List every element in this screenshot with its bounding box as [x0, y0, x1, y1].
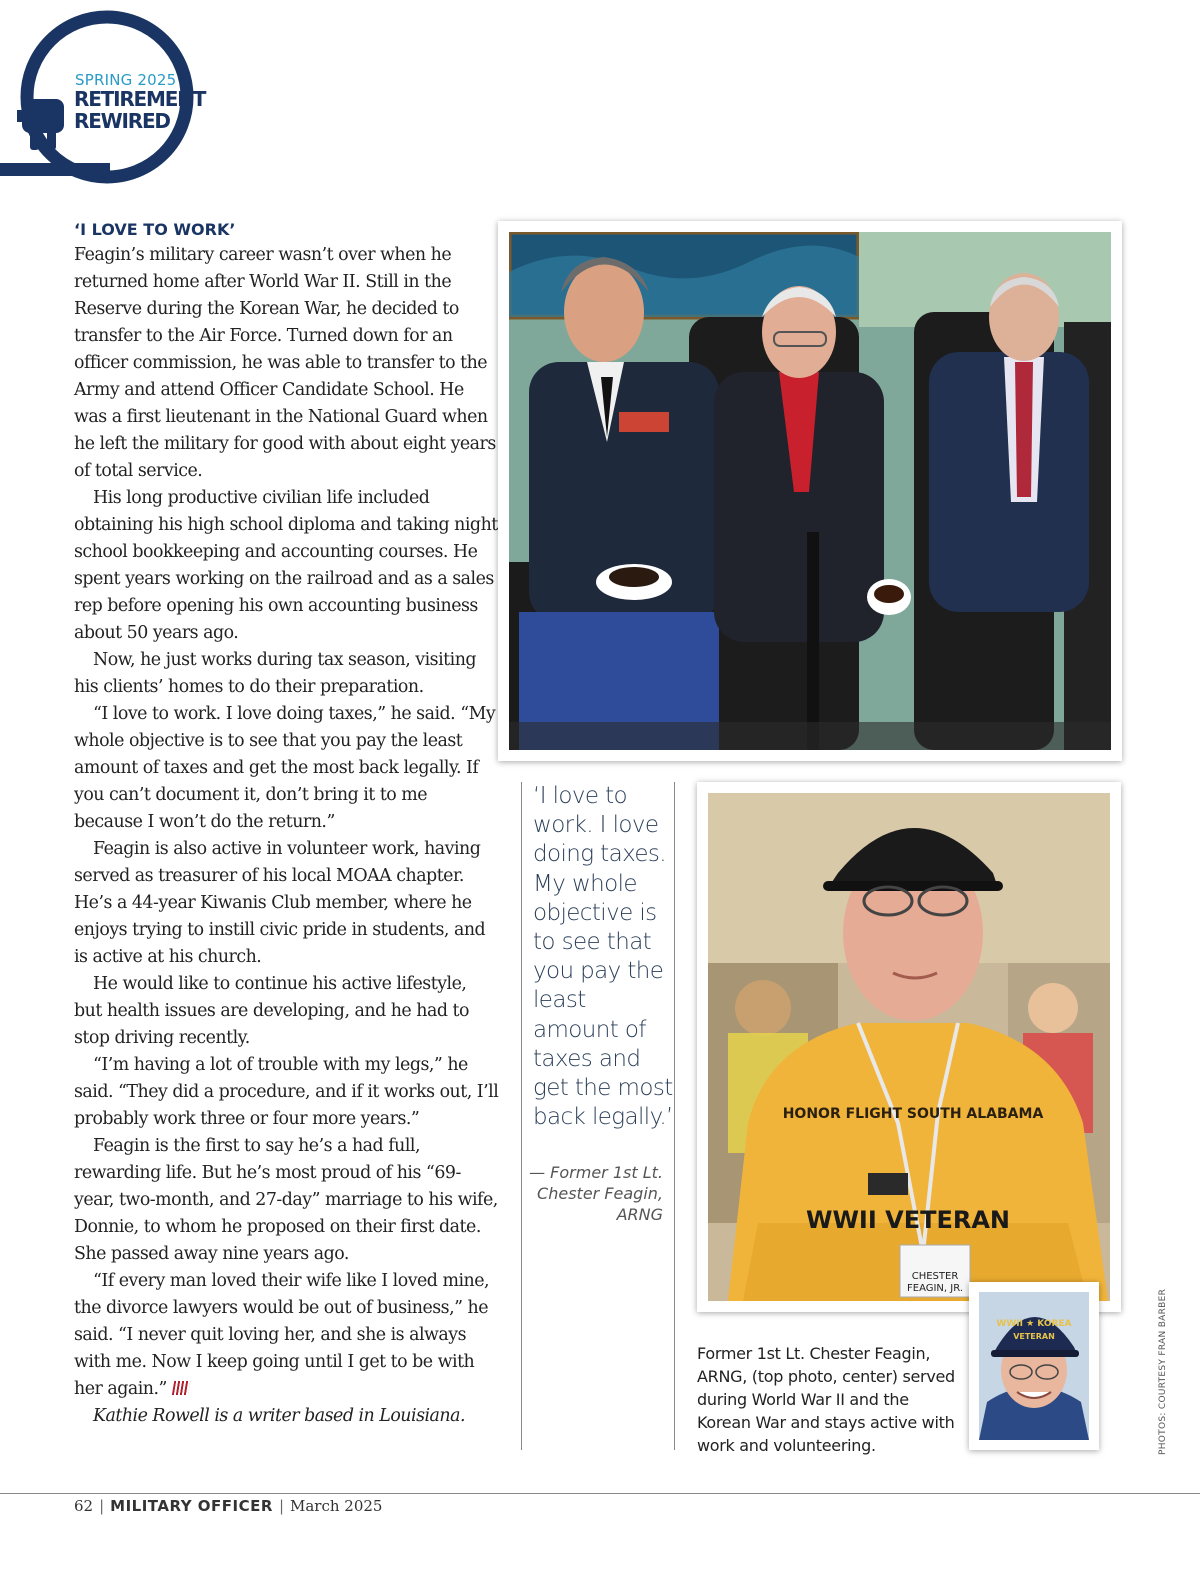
top-photo — [498, 221, 1122, 761]
article-final-paragraph — [74, 1268, 499, 1403]
page-number: 62 — [74, 1497, 94, 1515]
badge-kicker: SPRING 2025 — [75, 71, 177, 89]
column-divider — [674, 782, 675, 1450]
section-badge — [0, 0, 240, 200]
article-paragraph: Feagin is also active in volunteer work, having served as treasurer of his local MOAA chapter. He’s a 44-year Kiwanis Club member, where he enjoys trying to instill civic pride in students, and is active at his church. — [74, 839, 486, 967]
veteran-photo — [708, 793, 1110, 1301]
photo-caption: Former 1st Lt. Chester Feagin, ARNG, (top photo, center) served during World War II and the Korean War and stays active with work and volunteering. — [697, 1344, 955, 1455]
footer-separator: | — [99, 1497, 105, 1515]
publication-name: MILITARY OFFICER — [110, 1497, 273, 1515]
article-paragraph: Feagin is the first to say he’s a had full, rewarding life. But he’s most proud of his “69-year, two-month, and 27-day” marriage to his wife, Donnie, to whom he proposed on their first date. She passed away nine years ago. — [74, 1136, 498, 1264]
author-byline: Kathie Rowell is a writer based in Louisiana. — [93, 1406, 466, 1426]
badge-title-line1: RETIREMENT — [74, 87, 206, 111]
article-paragraph: Feagin’s military career wasn’t over when he returned home after World War II. Still in the Reserve during the Korean War, he decided to transfer to the Air Force. Turned down for an officer commission, he was able to transfer to the Army and attend Officer Candidate School. He was a first lieutenant in the National Guard when he left the military for good with about eight years of total service. — [74, 245, 496, 481]
article-paragraph: Now, he just works during tax season, visiting his clients’ homes to do their preparation. — [74, 650, 477, 697]
article-body — [74, 218, 499, 1430]
issue-date: March 2025 — [290, 1497, 383, 1515]
pull-quote: ‘I love to work. I love doing taxes. My whole objective is to see that you pay the least amount of taxes and get the most back legally.’ — [533, 783, 673, 1131]
footer-rule — [0, 1493, 1200, 1494]
shirt-veteran-text: WWII VETERAN — [805, 1206, 1011, 1234]
group-photo — [509, 232, 1111, 750]
nametag-line2: FEAGIN, JR. — [907, 1283, 963, 1294]
article-paragraph: He would like to continue his active lifestyle, but health issues are developing, and he had to stop driving recently. — [74, 974, 469, 1048]
cap-text: WWII ★ KOREA — [996, 1319, 1072, 1329]
inset-photo — [969, 1282, 1099, 1450]
page-footer — [74, 1497, 382, 1515]
end-mark-icon — [172, 1381, 190, 1395]
photo-credit: PHOTOS: COURTESY FRAN BARBER — [1158, 1288, 1168, 1455]
shirt-arc-text: HONOR FLIGHT SOUTH ALABAMA — [782, 1106, 1044, 1122]
section-heading: ‘I LOVE TO WORK’ — [74, 220, 236, 239]
nametag-line1: CHESTER — [911, 1271, 959, 1282]
footer-separator: | — [278, 1497, 284, 1515]
article-paragraph: “I’m having a lot of trouble with my legs,” he said. “They did a procedure, and if it works out, I’ll probably work three or four more years.” — [74, 1055, 499, 1129]
column-divider — [521, 782, 522, 1450]
bottom-photo — [697, 782, 1121, 1312]
cap-subtext: VETERAN — [1013, 1332, 1055, 1341]
badge-title-line2: REWIRED — [74, 109, 170, 133]
article-paragraph-text: “If every man loved their wife like I loved mine, the divorce lawyers would be out of business,” he said. “I never quit loving her, and she is always with me. Now I keep going until I get to be with her again.” — [74, 1271, 490, 1399]
article-paragraph: “I love to work. I love doing taxes,” he said. “My whole objective is to see that you pay the least amount of taxes and get the most back legally. If you can’t document it, don’t bring it to me because I won’t do the return.” — [74, 704, 496, 832]
veteran-portrait — [979, 1292, 1089, 1440]
pull-quote-attribution: — Former 1st Lt. Chester Feagin, ARNG — [529, 1163, 663, 1224]
article-paragraph: His long productive civilian life included obtaining his high school diploma and taking night school bookkeeping and accounting courses. He spent years working on the railroad and as a sales rep before opening his own accounting business about 50 years ago. — [74, 488, 498, 643]
